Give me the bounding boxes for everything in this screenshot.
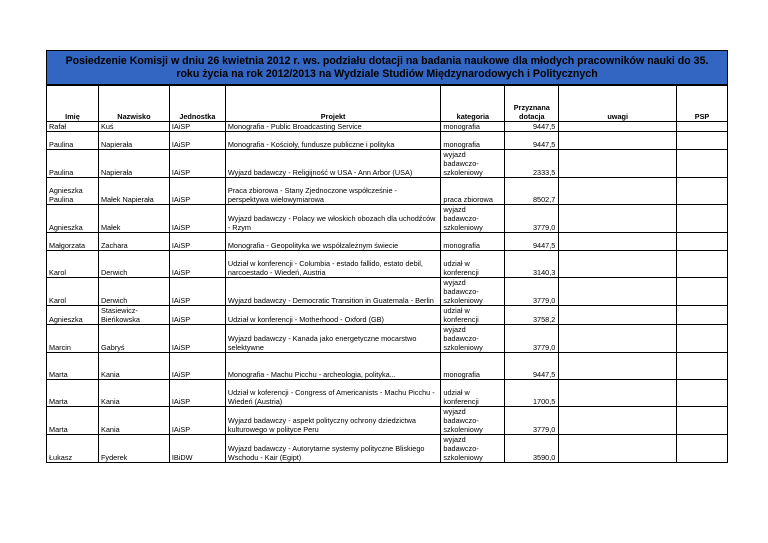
table-row (47, 325, 728, 353)
header-row (47, 86, 728, 122)
cell-uwagi (559, 435, 677, 463)
cell-psp (677, 325, 728, 353)
cell-projekt: Monografia - Machu Picchu - archeologia, polityka... (225, 353, 441, 380)
col-dotacja: Przyznana dotacja (505, 86, 559, 122)
cell-psp (677, 407, 728, 435)
cell-projekt: Wyjazd badawczy - aspekt polityczny ochrony dziedzictwa kulturowego w polityce Peru (225, 407, 441, 435)
cell-projekt: Udział w koferencji - Congress of Americanists - Machu Picchu - Wiedeń (Austria) (225, 380, 441, 407)
cell-uwagi (559, 380, 677, 407)
cell-psp (677, 205, 728, 233)
col-projekt: Projekt (225, 86, 441, 122)
cell-uwagi (559, 205, 677, 233)
cell-psp (677, 122, 728, 132)
cell-imie: Agnieszka (47, 205, 99, 233)
cell-uwagi (559, 407, 677, 435)
cell-projekt: Wyjazd badawczy - Polacy we włoskich obozach dla uchodźców - Rzym (225, 205, 441, 233)
cell-projekt: Udział w konferencji - Motherhood - Oxford (GB) (225, 306, 441, 325)
cell-jednostka: IAiSP (169, 150, 225, 178)
table-row (47, 407, 728, 435)
table-row (47, 122, 728, 132)
cell-kategoria: wyjazd badawczo-szkoleniowy (441, 325, 505, 353)
cell-uwagi (559, 122, 677, 132)
cell-jednostka: IAiSP (169, 407, 225, 435)
cell-kategoria: wyjazd badawczo-szkoleniowy (441, 435, 505, 463)
cell-nazwisko: Derwich (98, 278, 169, 306)
table-row (47, 132, 728, 150)
cell-jednostka: IAiSP (169, 325, 225, 353)
cell-imie: Marcin (47, 325, 99, 353)
cell-uwagi (559, 178, 677, 205)
cell-jednostka: IAiSP (169, 353, 225, 380)
table-row (47, 205, 728, 233)
cell-imie: Karol (47, 251, 99, 278)
cell-dotacja: 3140,3 (505, 251, 559, 278)
cell-jednostka: IAiSP (169, 306, 225, 325)
col-kategoria: kategoria (441, 86, 505, 122)
grants-table (46, 85, 728, 463)
table-row (47, 435, 728, 463)
cell-projekt: Monografia - Public Broadcasting Service (225, 122, 441, 132)
cell-uwagi (559, 306, 677, 325)
cell-imie: Łukasz (47, 435, 99, 463)
title-line-2: roku życia na rok 2012/2013 na Wydziale Studiów Międzynarodowych i Politycznych (176, 68, 598, 80)
cell-kategoria: monografia (441, 353, 505, 380)
title-line-1: Posiedzenie Komisji w dniu 26 kwietnia 2012 r. ws. podziału dotacji na badania naukowe dla młodych pracowników nauki do 35. (65, 55, 709, 67)
table-row (47, 380, 728, 407)
cell-uwagi (559, 132, 677, 150)
col-psp: PSP (677, 86, 728, 122)
cell-kategoria: udział w konferencji (441, 251, 505, 278)
cell-nazwisko: Kania (98, 380, 169, 407)
cell-kategoria: udział w konferencji (441, 380, 505, 407)
cell-uwagi (559, 278, 677, 306)
cell-uwagi (559, 251, 677, 278)
cell-imie: Rafał (47, 122, 99, 132)
cell-nazwisko: Kania (98, 407, 169, 435)
cell-kategoria: udział w konferencji (441, 306, 505, 325)
cell-imie: Karol (47, 278, 99, 306)
cell-dotacja: 9447,5 (505, 132, 559, 150)
cell-nazwisko: Małek Napierała (98, 178, 169, 205)
table-row (47, 278, 728, 306)
cell-nazwisko: Napierała (98, 150, 169, 178)
cell-kategoria: wyjazd badawczo-szkoleniowy (441, 150, 505, 178)
cell-dotacja: 1700,5 (505, 380, 559, 407)
table-row (47, 178, 728, 205)
cell-projekt: Monografia - Geopolityka we współzależnym świecie (225, 233, 441, 251)
cell-dotacja: 8502,7 (505, 178, 559, 205)
cell-projekt: Wyjazd badawczy - Democratic Transition in Guatemala - Berlin (225, 278, 441, 306)
cell-nazwisko: Zachara (98, 233, 169, 251)
cell-uwagi (559, 353, 677, 380)
cell-dotacja: 3590,0 (505, 435, 559, 463)
col-jednostka: Jednostka (169, 86, 225, 122)
cell-dotacja: 9447,5 (505, 233, 559, 251)
cell-dotacja: 9447,5 (505, 122, 559, 132)
cell-nazwisko: Derwich (98, 251, 169, 278)
cell-psp (677, 251, 728, 278)
cell-nazwisko: Fyderek (98, 435, 169, 463)
cell-uwagi (559, 150, 677, 178)
cell-kategoria: monografia (441, 233, 505, 251)
cell-psp (677, 306, 728, 325)
cell-projekt: Wyjazd badawczy - Autorytarne systemy polityczne Bliskiego Wschodu - Kair (Egipt) (225, 435, 441, 463)
cell-jednostka: IAiSP (169, 380, 225, 407)
cell-kategoria: wyjazd badawczo-szkoleniowy (441, 278, 505, 306)
table-row (47, 353, 728, 380)
cell-kategoria: monografia (441, 132, 505, 150)
cell-projekt: Praca zbiorowa - Stany Zjednoczone współcześnie - perspektywa wielowymiarowa (225, 178, 441, 205)
cell-nazwisko: Gabryś (98, 325, 169, 353)
cell-jednostka: IAiSP (169, 132, 225, 150)
cell-jednostka: IAiSP (169, 122, 225, 132)
cell-psp (677, 233, 728, 251)
cell-dotacja: 3779,0 (505, 278, 559, 306)
cell-imie: Paulina (47, 150, 99, 178)
cell-imie: Agnieszka (47, 306, 99, 325)
table-row (47, 150, 728, 178)
cell-dotacja: 3758,2 (505, 306, 559, 325)
cell-psp (677, 353, 728, 380)
cell-dotacja: 3779,0 (505, 407, 559, 435)
title-banner (46, 50, 728, 85)
cell-dotacja: 9447,5 (505, 353, 559, 380)
col-imie: Imię (47, 86, 99, 122)
cell-projekt: Udział w konferencji - Columbia - estado fallido, estato debil, narcoestado - Wiedeń, Austria (225, 251, 441, 278)
cell-jednostka: IAiSP (169, 233, 225, 251)
cell-jednostka: IAiSP (169, 178, 225, 205)
cell-nazwisko: Małek (98, 205, 169, 233)
cell-nazwisko: Napierała (98, 132, 169, 150)
cell-psp (677, 278, 728, 306)
cell-projekt: Wyjazd badawczy - Kanada jako energetyczne mocarstwo selektywne (225, 325, 441, 353)
cell-dotacja: 3779,0 (505, 205, 559, 233)
cell-projekt: Wyjazd badawczy - Religijność w USA - Ann Arbor (USA) (225, 150, 441, 178)
cell-dotacja: 3779,0 (505, 325, 559, 353)
col-nazwisko: Nazwisko (98, 86, 169, 122)
cell-imie: Agnieszka Paulina (47, 178, 99, 205)
col-uwagi: uwagi (559, 86, 677, 122)
cell-dotacja: 2333,5 (505, 150, 559, 178)
cell-nazwisko: Kania (98, 353, 169, 380)
cell-jednostka: IAiSP (169, 251, 225, 278)
cell-psp (677, 132, 728, 150)
cell-imie: Marta (47, 353, 99, 380)
cell-kategoria: monografia (441, 122, 505, 132)
cell-imie: Paulina (47, 132, 99, 150)
cell-projekt: Monografia - Kościoły, fundusze publiczne i polityka (225, 132, 441, 150)
cell-kategoria: wyjazd badawczo-szkoleniowy (441, 205, 505, 233)
cell-psp (677, 178, 728, 205)
cell-psp (677, 380, 728, 407)
cell-jednostka: IBiDW (169, 435, 225, 463)
cell-kategoria: wyjazd badawczo-szkoleniowy (441, 407, 505, 435)
cell-nazwisko: Kuś (98, 122, 169, 132)
cell-imie: Marta (47, 380, 99, 407)
cell-psp (677, 435, 728, 463)
cell-nazwisko: Stasiewicz-Bieńkowska (98, 306, 169, 325)
cell-imie: Małgorzata (47, 233, 99, 251)
cell-uwagi (559, 325, 677, 353)
cell-psp (677, 150, 728, 178)
cell-imie: Marta (47, 407, 99, 435)
cell-kategoria: praca zbiorowa (441, 178, 505, 205)
table-row (47, 251, 728, 278)
table-row (47, 306, 728, 325)
cell-jednostka: IAiSP (169, 278, 225, 306)
cell-jednostka: IAiSP (169, 205, 225, 233)
table-row (47, 233, 728, 251)
cell-uwagi (559, 233, 677, 251)
